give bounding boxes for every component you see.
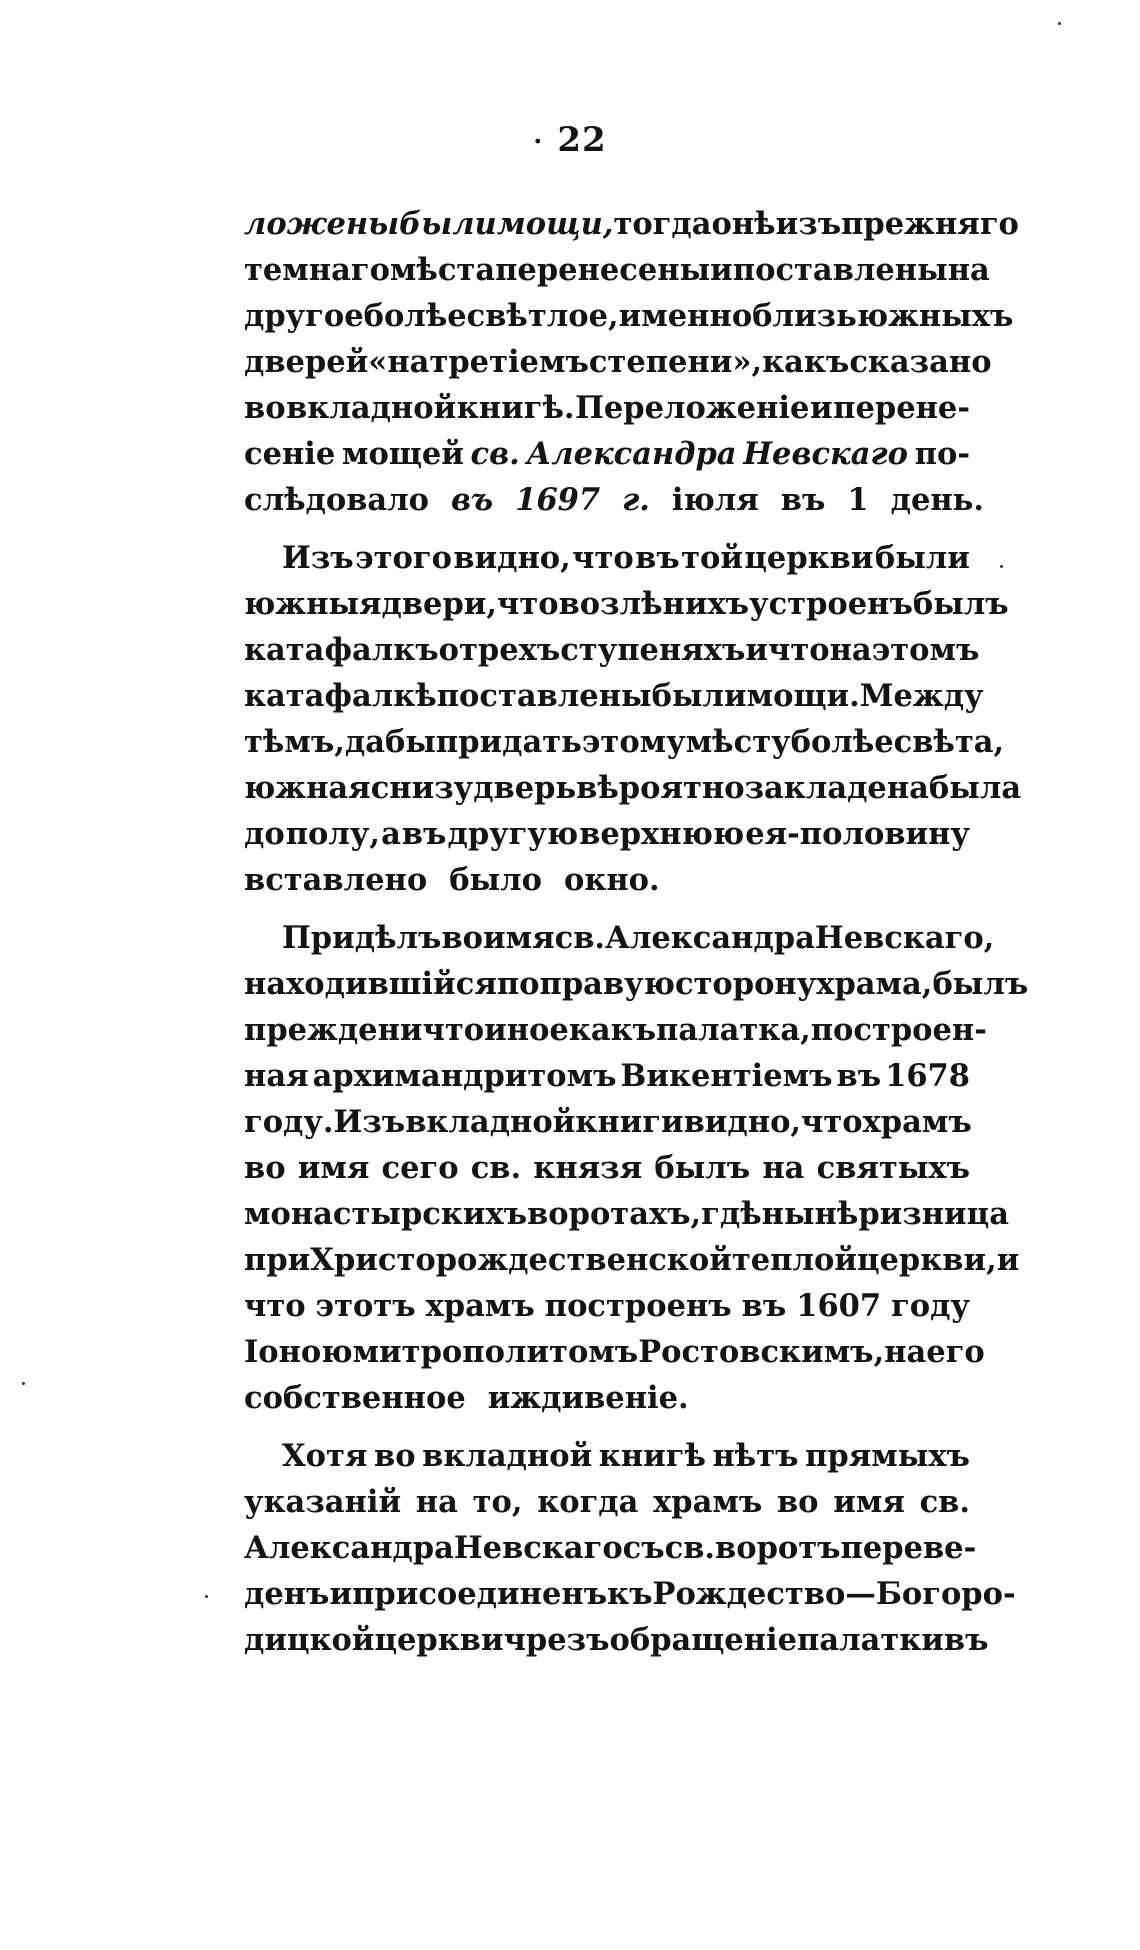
word: катафалкъ	[244, 632, 439, 668]
word: прямыхъ	[805, 1438, 970, 1474]
word: Невскаго,	[814, 920, 995, 956]
word: тогда	[613, 206, 712, 242]
word: было	[449, 862, 542, 898]
margin-speck	[1000, 565, 1003, 568]
text-line	[244, 770, 1022, 816]
text-line	[244, 1104, 970, 1150]
paragraph-gap	[244, 1426, 970, 1438]
word: архимандритомъ	[312, 1058, 617, 1094]
word: о	[438, 632, 459, 668]
word: указаній	[244, 1484, 402, 1520]
word: Александра	[526, 436, 737, 472]
word: былъ	[912, 586, 1009, 622]
word: св.	[919, 1484, 970, 1520]
word: имя	[482, 920, 555, 956]
word: св.	[470, 1150, 522, 1186]
word: сторону	[674, 966, 817, 1002]
indented-word	[244, 920, 441, 956]
word: когда	[537, 1484, 639, 1520]
word: катафалкѣ	[244, 678, 437, 714]
text-line	[244, 1196, 1009, 1242]
word: Между	[859, 678, 984, 714]
word: храмъ	[653, 1484, 763, 1520]
word: храмъ	[862, 1104, 972, 1140]
word: мощи,	[496, 206, 614, 242]
word: были	[651, 678, 747, 714]
word: въ	[401, 816, 447, 852]
text-line	[244, 436, 970, 482]
word: другое	[244, 298, 364, 334]
text-line	[244, 390, 970, 436]
word: Рождество—Богоро-	[652, 1576, 1016, 1612]
word: мощи.	[746, 678, 860, 714]
word: до	[244, 816, 285, 852]
text-line	[244, 1622, 989, 1668]
paragraph	[244, 1438, 1016, 1668]
word: монастырскихъ	[244, 1196, 528, 1232]
word: той	[681, 540, 743, 576]
text-line	[244, 1242, 1020, 1288]
text-line	[244, 1484, 970, 1530]
text-line	[244, 1530, 977, 1576]
word: палатки	[797, 1622, 944, 1658]
word: свѣта,	[893, 724, 1005, 760]
word: иное	[484, 1012, 569, 1048]
paragraph-gap	[244, 528, 970, 540]
word: верхнюю	[579, 816, 745, 852]
text-line	[244, 344, 992, 390]
word: этого	[355, 540, 452, 576]
word: Невскаго	[743, 436, 908, 472]
word: ни	[377, 1012, 423, 1048]
word: теплой	[731, 1242, 857, 1278]
word: во	[441, 920, 483, 956]
word: 1678	[885, 1058, 970, 1094]
word: этотъ	[315, 1288, 416, 1324]
word: св.	[554, 920, 606, 956]
word: Александра	[605, 920, 815, 956]
word: были	[399, 206, 497, 242]
word: «на	[368, 344, 430, 380]
paragraph-gap	[244, 908, 970, 920]
word: а	[381, 816, 401, 852]
word: въ	[635, 540, 680, 576]
word: по	[496, 966, 540, 1002]
word: во	[776, 1484, 819, 1520]
word: въ	[780, 482, 826, 518]
page-number-value: 22	[557, 120, 607, 160]
word: этому	[581, 724, 686, 760]
word: видно,	[453, 540, 571, 576]
paragraph	[244, 920, 1029, 1426]
text-line	[244, 678, 984, 724]
word: г.	[622, 482, 650, 518]
word: нихъ	[662, 586, 750, 622]
word: какъ	[568, 1012, 657, 1048]
word: день.	[890, 482, 985, 518]
margin-speck	[205, 1595, 208, 1598]
text-line	[244, 816, 970, 862]
word: прежде	[244, 1012, 378, 1048]
word: сказано	[849, 344, 992, 380]
text-line	[244, 1288, 970, 1334]
word: во	[244, 390, 286, 426]
word: чрезъ	[503, 1622, 610, 1658]
text-line	[244, 1334, 985, 1380]
text-line	[244, 206, 1019, 252]
word: и	[809, 390, 833, 426]
word: и	[710, 252, 733, 288]
word: что	[572, 540, 634, 576]
word: къ	[607, 1576, 653, 1612]
word: дверей	[244, 344, 369, 380]
word: этомъ	[871, 632, 980, 668]
word: дверь	[473, 770, 577, 806]
word: и	[996, 1242, 1020, 1278]
word: правую	[539, 966, 675, 1002]
word: съ	[622, 1530, 665, 1566]
word: южныя	[244, 586, 382, 622]
word: полу,	[285, 816, 381, 852]
word: дицкой	[244, 1622, 375, 1658]
text-line	[244, 1576, 1016, 1622]
word: ризница	[858, 1196, 1009, 1232]
word: церкви	[374, 1622, 504, 1658]
word: сего	[381, 1150, 459, 1186]
word: вкладной	[286, 390, 457, 426]
word: году.	[244, 1104, 334, 1140]
text-line	[244, 724, 1005, 770]
word: Іоною	[244, 1334, 353, 1370]
word: болѣе	[363, 298, 467, 334]
word: во	[244, 1150, 286, 1186]
word: видно,	[683, 1104, 802, 1140]
word: поставлены	[436, 678, 652, 714]
word: денъ	[244, 1576, 330, 1612]
word: переве-	[840, 1530, 977, 1566]
word: болѣе	[790, 724, 894, 760]
word: онѣ	[711, 206, 776, 242]
word: нынѣ	[761, 1196, 859, 1232]
word: прежняго	[841, 206, 1019, 242]
text-line	[244, 1438, 970, 1484]
word: мощей	[341, 436, 464, 472]
word: іюля	[671, 482, 759, 518]
word: на	[947, 252, 990, 288]
word: имя	[297, 1150, 370, 1186]
word: близь	[752, 298, 857, 334]
word: то,	[472, 1484, 523, 1520]
word: ступеняхъ	[560, 632, 746, 668]
word: 1697	[515, 482, 601, 518]
text-line	[244, 252, 990, 298]
word: Переложеніе	[575, 390, 810, 426]
text-line	[244, 1012, 987, 1058]
word: св.	[470, 436, 520, 472]
text-line	[244, 586, 1009, 632]
word: Ростовскимъ,	[638, 1334, 885, 1370]
text-line	[244, 966, 1029, 1012]
word: книгѣ.	[456, 390, 575, 426]
word: имя	[833, 1484, 905, 1520]
word: книгѣ	[598, 1438, 706, 1474]
word: ложены	[244, 206, 400, 242]
word: Придѣлъ	[282, 920, 442, 956]
page-number	[0, 120, 1140, 160]
word: сеніе	[244, 436, 336, 472]
body-text	[244, 206, 1029, 1668]
margin-speck	[22, 1382, 25, 1385]
word: другую	[447, 816, 579, 852]
word: воротахъ,	[527, 1196, 702, 1232]
word: именно	[618, 298, 753, 334]
word: южныхъ	[856, 298, 1014, 334]
word: свѣтлое,	[466, 298, 619, 334]
word: что	[801, 1104, 863, 1140]
word: на	[415, 1484, 458, 1520]
word: дабы	[344, 724, 436, 760]
word: Хотя	[282, 1438, 368, 1474]
word: ная	[244, 1058, 309, 1094]
margin-speck	[1058, 22, 1061, 25]
word: была	[928, 770, 1022, 806]
word: южная	[244, 770, 371, 806]
text-line	[244, 1058, 970, 1104]
word: ея-половину	[745, 816, 970, 852]
text-line	[244, 632, 980, 678]
word: по-	[914, 436, 970, 472]
word: поставлены	[732, 252, 948, 288]
word: гдѣ	[701, 1196, 762, 1232]
word: что	[244, 1288, 306, 1324]
word: окно.	[563, 862, 660, 898]
word: какъ	[762, 344, 850, 380]
paragraph	[244, 206, 1019, 528]
paragraph	[244, 540, 1022, 908]
word: вкладной	[422, 1438, 593, 1474]
word: степени»,	[588, 344, 763, 380]
word: закладена	[744, 770, 929, 806]
word: въ	[451, 482, 494, 518]
word: Невскаго	[453, 1530, 623, 1566]
word: на	[829, 632, 872, 668]
word: храма,	[816, 966, 933, 1002]
word: церкви,	[856, 1242, 997, 1278]
word: построен-	[810, 1012, 987, 1048]
word: вставлено	[244, 862, 428, 898]
word: 1	[847, 482, 869, 518]
word: придать	[435, 724, 582, 760]
indented-word	[244, 1438, 367, 1474]
page-number-dot: ·	[533, 127, 544, 157]
text-line	[244, 540, 970, 586]
word: его	[926, 1334, 985, 1370]
text-line	[244, 1380, 970, 1426]
word: что	[422, 1012, 485, 1048]
word: храмъ	[425, 1288, 535, 1324]
word: устроенъ	[749, 586, 913, 622]
word: что	[768, 632, 830, 668]
word: книги	[575, 1104, 684, 1140]
word: вѣроятно	[576, 770, 745, 806]
word: былъ	[654, 1150, 751, 1186]
word: при	[244, 1242, 311, 1278]
word: трехъ	[459, 632, 561, 668]
word: собственное	[244, 1380, 466, 1416]
word: вкладной	[405, 1104, 576, 1140]
text-line	[244, 1150, 970, 1196]
word: въ	[943, 1622, 989, 1658]
word: въ	[836, 1058, 882, 1094]
word: тѣмъ,	[244, 724, 345, 760]
word: князя	[533, 1150, 643, 1186]
word: Христорождественской	[310, 1242, 732, 1278]
word: митрополитомъ	[352, 1334, 639, 1370]
word: третіемъ	[429, 344, 589, 380]
word: палатка,	[656, 1012, 811, 1048]
text-line	[244, 298, 1014, 344]
word: мѣсту	[685, 724, 791, 760]
word: во	[374, 1438, 416, 1474]
word: святыхъ	[816, 1150, 970, 1186]
word: и	[745, 632, 769, 668]
word: находившійся	[244, 966, 497, 1002]
word: двери,	[381, 586, 498, 622]
word: Изъ	[333, 1104, 406, 1140]
word: иждивеніе.	[487, 1380, 689, 1416]
word: изъ	[775, 206, 842, 242]
word: году	[891, 1288, 970, 1324]
word: церкви	[744, 540, 874, 576]
word: 1607	[796, 1288, 882, 1324]
word: были	[874, 540, 970, 576]
word: въ	[741, 1288, 787, 1324]
word: присоединенъ	[352, 1576, 608, 1612]
word: снизу	[370, 770, 474, 806]
word: нѣтъ	[712, 1438, 799, 1474]
text-line	[244, 482, 985, 528]
word: мѣста	[389, 252, 496, 288]
word: св.	[664, 1530, 716, 1566]
word: обращеніе	[609, 1622, 798, 1658]
word: и	[329, 1576, 353, 1612]
word: Викентіемъ	[620, 1058, 833, 1094]
text-line	[244, 920, 995, 966]
word: слѣдовало	[244, 482, 429, 518]
word: темнаго	[244, 252, 390, 288]
word: воротъ	[715, 1530, 841, 1566]
word: на	[762, 1150, 805, 1186]
word: что	[497, 586, 559, 622]
word: былъ	[932, 966, 1029, 1002]
word: перене-	[833, 390, 970, 426]
word: Изъ	[282, 540, 354, 576]
word: перенесены	[495, 252, 711, 288]
word: построенъ	[544, 1288, 732, 1324]
indented-word	[244, 540, 354, 576]
word: возлѣ	[558, 586, 663, 622]
text-line	[244, 862, 970, 908]
word: Александра	[244, 1530, 454, 1566]
word: на	[884, 1334, 927, 1370]
